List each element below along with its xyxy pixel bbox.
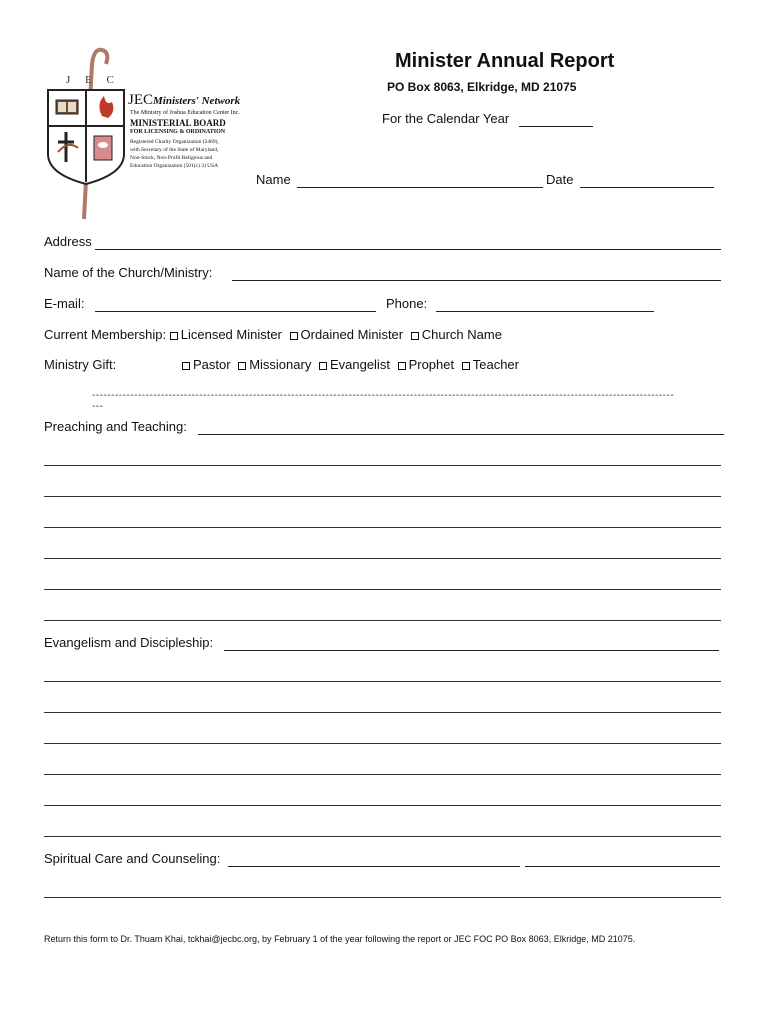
email-label: E-mail: (44, 296, 85, 311)
spiritual-label: Spiritual Care and Counseling: (44, 851, 221, 866)
preaching-line[interactable] (44, 620, 721, 621)
page-title: Minister Annual Report (395, 50, 615, 72)
calendar-year-label: For the Calendar Year (382, 111, 510, 126)
organization-logo (44, 44, 244, 224)
membership-row (44, 327, 506, 342)
address-field[interactable] (95, 249, 721, 250)
logo-brand-jec: JEC (128, 92, 154, 108)
evangelism-line[interactable] (44, 805, 721, 806)
evangelism-line[interactable] (44, 836, 721, 837)
checkbox-icon[interactable] (411, 332, 419, 340)
membership-option-church[interactable]: Church Name (411, 327, 502, 342)
evangelism-line[interactable] (44, 743, 721, 744)
gift-option-prophet[interactable]: Prophet (398, 357, 455, 372)
date-label: Date (546, 172, 574, 187)
evangelism-label: Evangelism and Discipleship: (44, 635, 214, 650)
evangelism-field[interactable] (224, 650, 719, 651)
date-field[interactable] (580, 187, 714, 188)
preaching-line[interactable] (44, 465, 721, 466)
membership-label: Current Membership: (44, 327, 167, 342)
logo-brand-script: Ministers' Network (153, 95, 241, 107)
logo-desc-4: Education Organization (501(c) 3) USA (130, 163, 219, 169)
calendar-year-field[interactable] (519, 126, 593, 127)
evangelism-line[interactable] (44, 774, 721, 775)
ministry-gift-options (182, 357, 523, 372)
preaching-label: Preaching and Teaching: (44, 419, 187, 434)
checkbox-icon[interactable] (290, 332, 298, 340)
church-field[interactable] (232, 280, 721, 281)
logo-desc-3: Non-Stock, Non-Profit Religious and (130, 155, 213, 161)
checkbox-icon[interactable] (398, 362, 406, 370)
evangelism-line[interactable] (44, 681, 721, 682)
preaching-field[interactable] (198, 434, 724, 435)
spiritual-field-2[interactable] (525, 866, 720, 867)
membership-option-ordained[interactable]: Ordained Minister (290, 327, 404, 342)
preaching-line[interactable] (44, 558, 721, 559)
evangelism-line[interactable] (44, 712, 721, 713)
header-address: PO Box 8063, Elkridge, MD 21075 (387, 80, 577, 94)
gift-option-missionary[interactable]: Missionary (238, 357, 311, 372)
phone-label: Phone: (386, 296, 428, 311)
checkbox-icon[interactable] (462, 362, 470, 370)
membership-option-licensed[interactable]: Licensed Minister (170, 327, 282, 342)
logo-desc-1: Registered Charity Organization (2469), (130, 139, 219, 145)
logo-board-sub: FOR LICENSING & ORDINATION (130, 129, 226, 135)
spiritual-line[interactable] (44, 897, 721, 898)
checkbox-icon[interactable] (319, 362, 327, 370)
logo-brand (128, 92, 240, 109)
logo-org-line: The Ministry of Joshua Education Center Inc. (130, 110, 240, 116)
dashed-separator: ----------------------------------------------------------------------------------------------------------------------------------------------------------- (92, 390, 675, 412)
preaching-line[interactable] (44, 527, 721, 528)
address-label: Address (44, 234, 92, 249)
phone-field[interactable] (436, 311, 654, 312)
name-label: Name (256, 172, 291, 187)
footer-instructions: Return this form to Dr. Thuam Khai, tckhai@jecbc.org, by February 1 of the year following the report or JEC FOC PO Box 8063, Elkridge, MD 21075. (44, 934, 636, 944)
email-field[interactable] (95, 311, 376, 312)
logo-board: MINISTERIAL BOARD (130, 118, 226, 128)
gift-option-teacher[interactable]: Teacher (462, 357, 519, 372)
preaching-line[interactable] (44, 589, 721, 590)
logo-letters: J E C (66, 74, 120, 86)
checkbox-icon[interactable] (238, 362, 246, 370)
name-field[interactable] (297, 187, 543, 188)
preaching-line[interactable] (44, 496, 721, 497)
ministry-gift-label: Ministry Gift: (44, 357, 117, 372)
spiritual-field[interactable] (228, 866, 520, 867)
checkbox-icon[interactable] (182, 362, 190, 370)
checkbox-icon[interactable] (170, 332, 178, 340)
logo-desc-2: with Secretary of the State of Maryland, (130, 147, 219, 153)
church-label: Name of the Church/Ministry: (44, 265, 213, 280)
gift-option-pastor[interactable]: Pastor (182, 357, 231, 372)
gift-option-evangelist[interactable]: Evangelist (319, 357, 390, 372)
